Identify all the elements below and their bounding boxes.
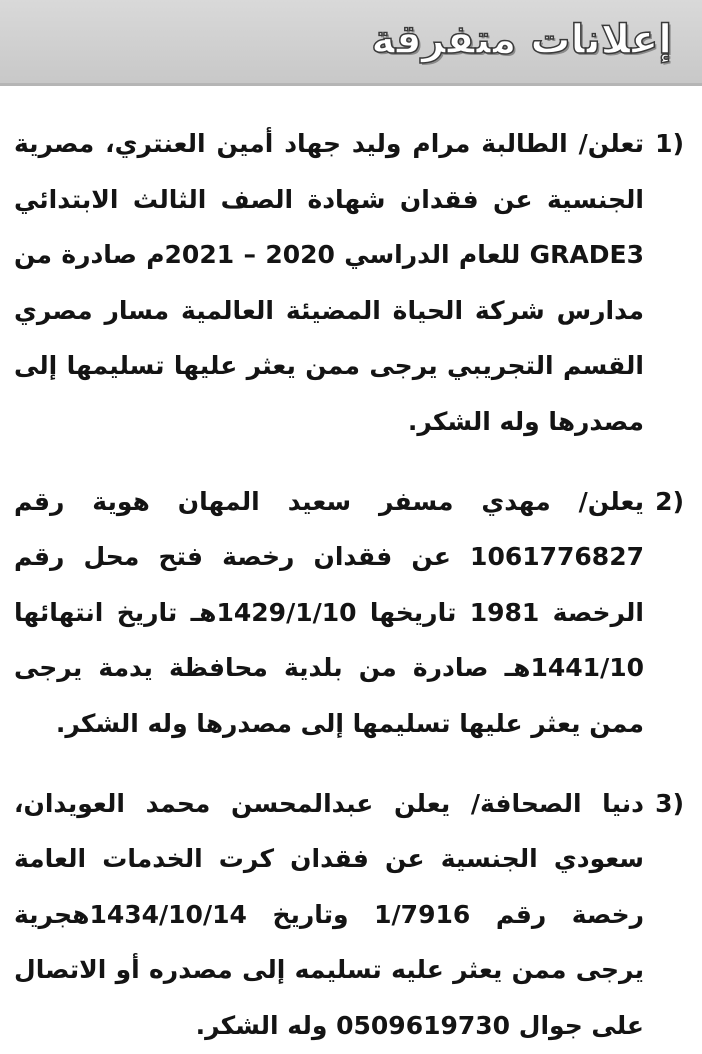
section-title: إعلانات متفرقة — [371, 17, 672, 63]
classified-ads-list — [14, 116, 684, 1054]
classified-ad — [14, 474, 684, 752]
ad-number: 2) — [655, 486, 684, 516]
ad-number: 3) — [655, 788, 684, 818]
ad-number: 1) — [655, 129, 684, 158]
ad-text: دنيا الصحافة/ يعلن عبدالمحسن محمد العويدان، سعودي الجنسية عن فقدان كرت الخدمات العامة رخصة رقم 1/7916 وتاريخ 1434/10/14هجرية يرجى ممن يعثر عليه تسليمه إلى مصدره أو الاتصال على جوال 0509619730 وله الشكر. — [14, 788, 644, 1040]
ad-text: يعلن/ مهدي مسفر سعيد المهان هوية رقم 1061776827 عن فقدان رخصة فتح محل رقم الرخصة 1981 تاريخها 1429/1/10هـ تاريخ انتهائها 1441/10هـ صادرة من بلدية محافظة يدمة يرجى ممن يعثر عليها تسليمها إلى مصدرها وله الشكر. — [14, 486, 644, 738]
classified-ad — [14, 776, 684, 1054]
classified-ad — [14, 116, 684, 450]
section-header — [0, 0, 702, 86]
ad-text: تعلن/ الطالبة مرام وليد جهاد أمين العنتري، مصرية الجنسية عن فقدان شهادة الصف الثالث الابتدائي GRADE3 للعام الدراسي 2020 – 2021م صادرة من مدارس شركة الحياة المضيئة العالمية مسار مصري القسم التجريبي يرجى ممن يعثر عليها تسليمها إلى مصدرها وله الشكر. — [14, 129, 644, 436]
